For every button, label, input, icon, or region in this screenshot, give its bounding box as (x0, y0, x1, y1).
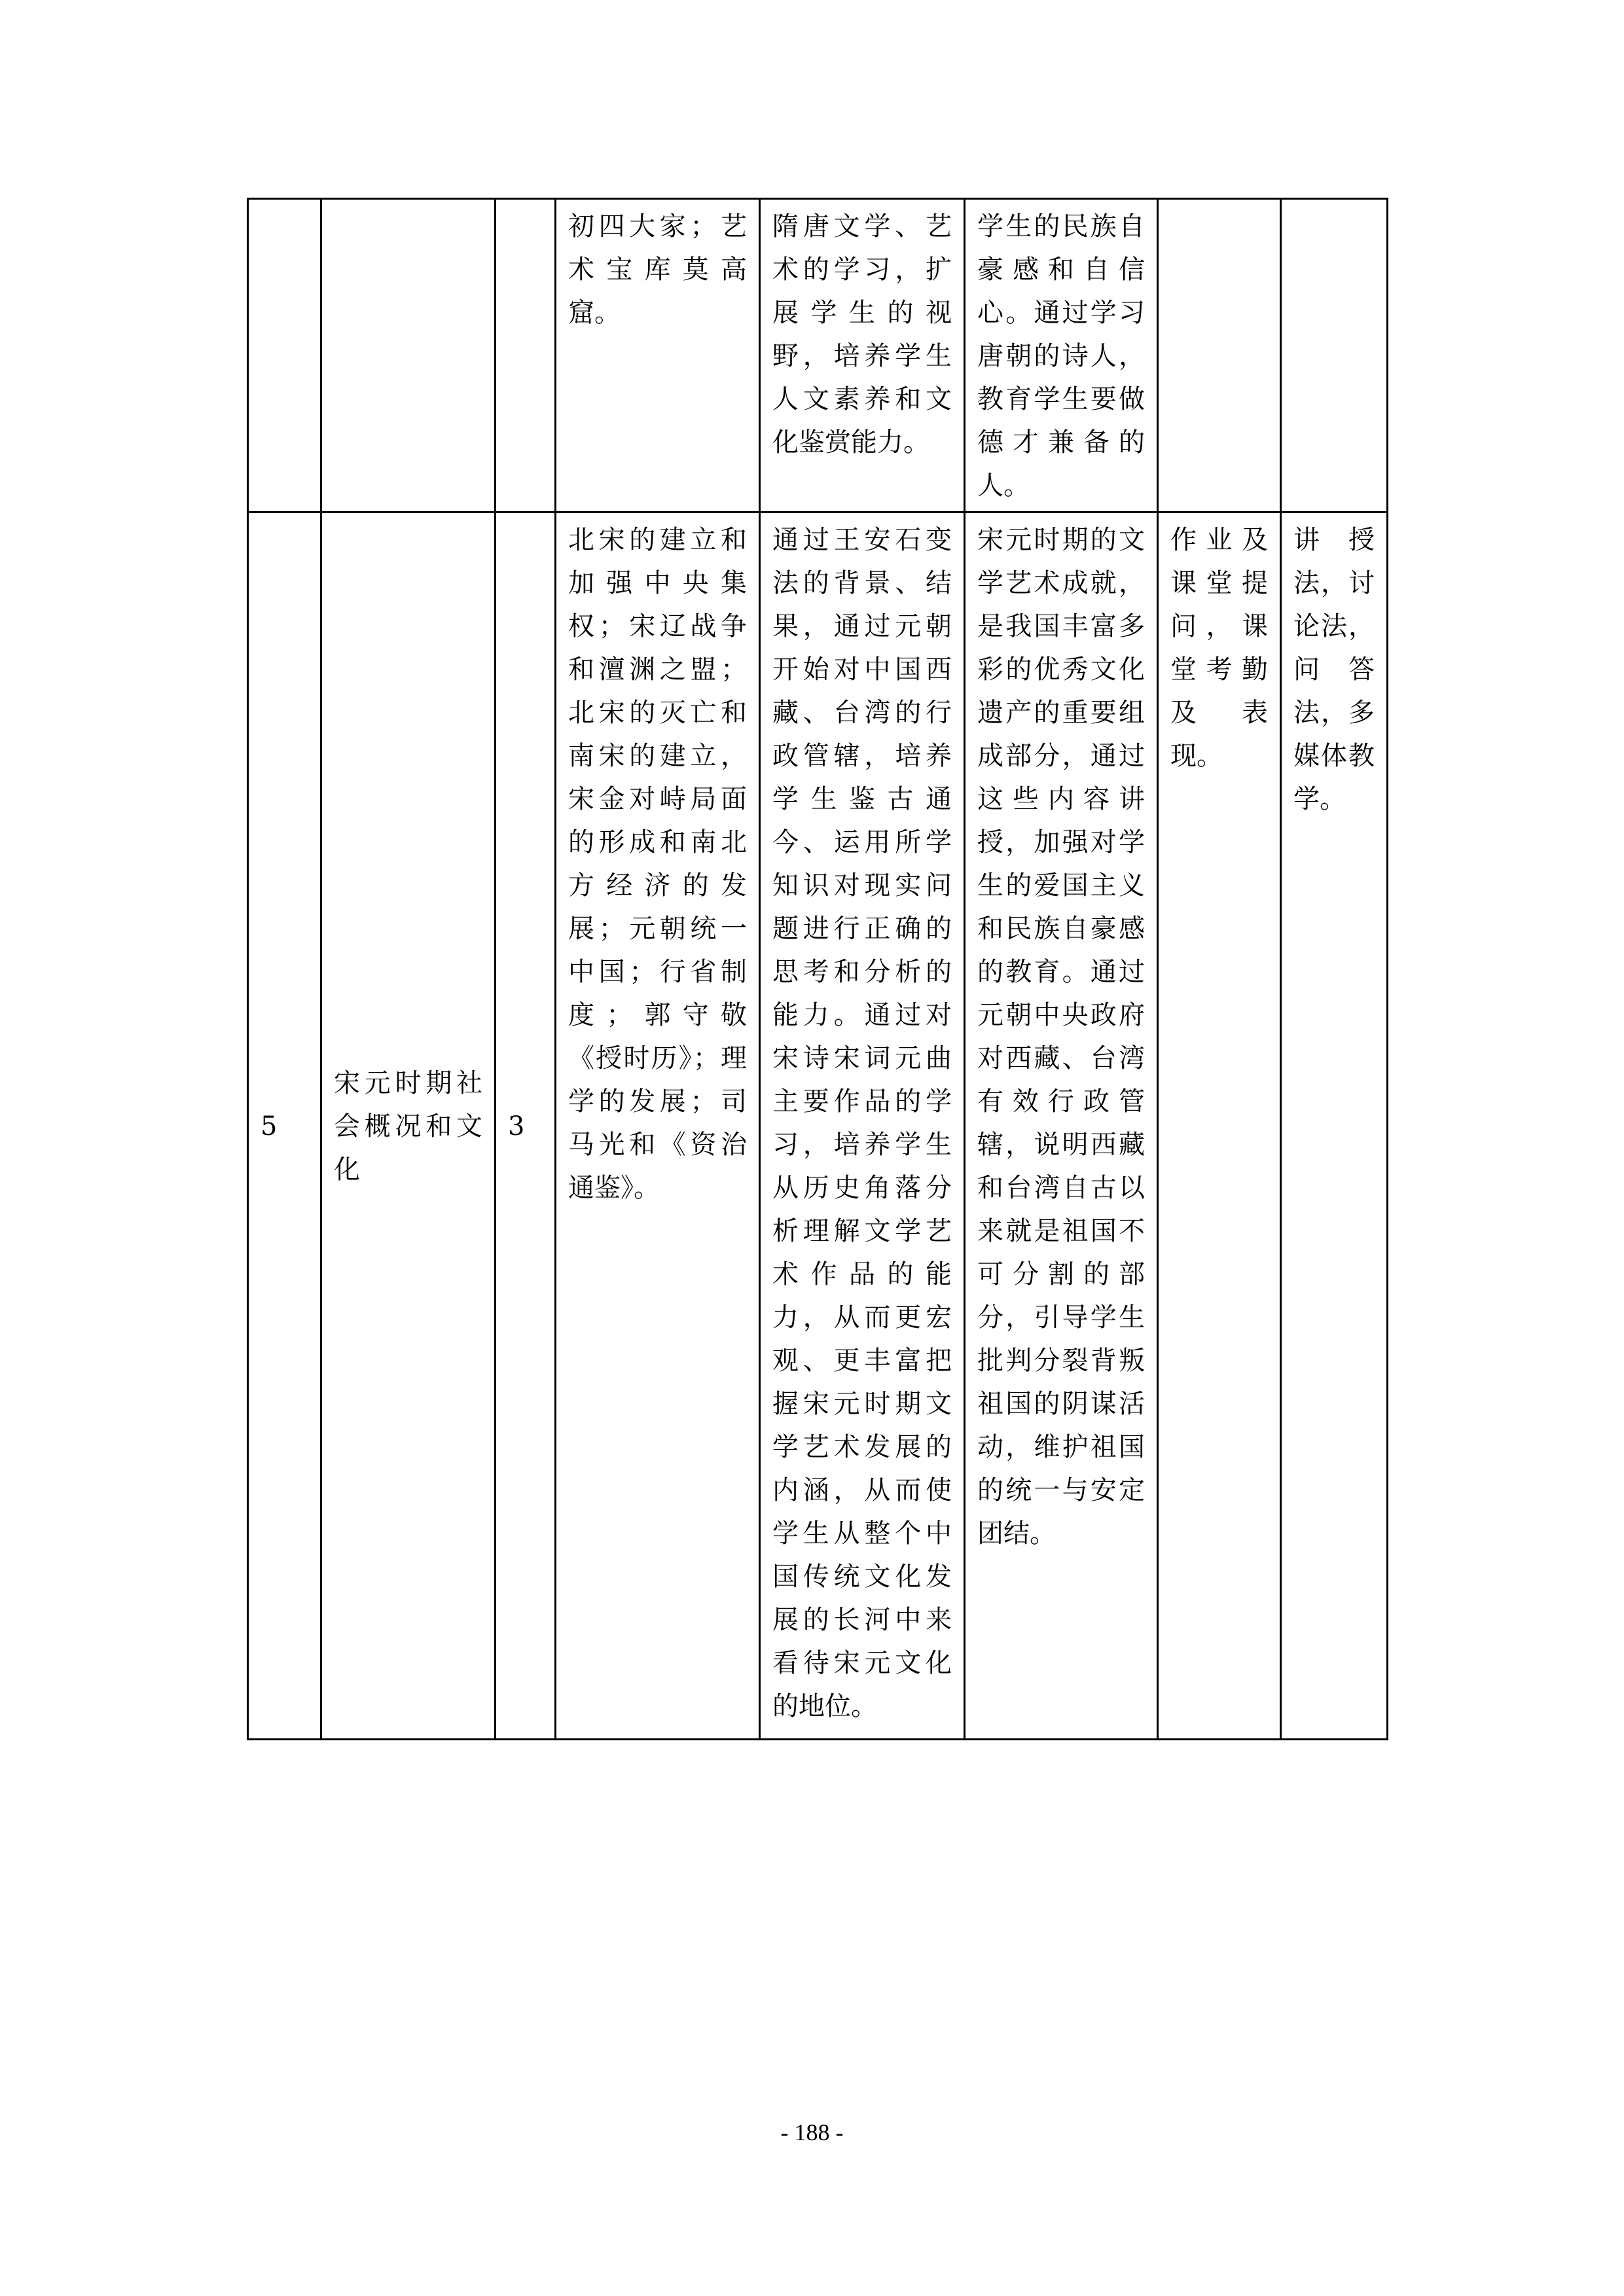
content-cell: 初四大家；艺术宝库莫高窟。 (556, 199, 760, 512)
index-cell: 5 (248, 512, 321, 1740)
goals-cell: 通过王安石变法的背景、结果，通过元朝开始对中国西藏、台湾的行政管辖，培养学生鉴古通今、运用所学知识对现实问题进行正确的思考和分析的能力。通过对宋诗宋词元曲主要作品的学习，培养学生从历史角落分析理解文学艺术作品的能力，从而更宏观、更丰富把握宋元时期文学艺术发展的内涵，从而使学生从整个中国传统文化发展的长河中来看待宋元文化的地位。 (760, 512, 965, 1740)
hours-cell (496, 199, 556, 512)
title-cell: 宋元时期社会概况和文化 (321, 512, 496, 1740)
index-cell (248, 199, 321, 512)
title-cell (321, 199, 496, 512)
goals-cell: 隋唐文学、艺术的学习，扩展学生的视野，培养学生人文素养和文化鉴赏能力。 (760, 199, 965, 512)
ideology-cell: 学生的民族自豪感和自信心。通过学习唐朝的诗人，教育学生要做德才兼备的人。 (965, 199, 1158, 512)
assessment-cell: 作业及课堂提问，课堂考勤及表现。 (1158, 512, 1281, 1740)
assessment-cell (1158, 199, 1281, 512)
page-number: - 188 - (780, 2119, 844, 2145)
methods-cell (1281, 199, 1388, 512)
table-row (248, 512, 1388, 1740)
methods-cell: 讲授法，讨论法，问答法，多媒体教学。 (1281, 512, 1388, 1740)
syllabus-table (247, 198, 1388, 1740)
hours-cell: 3 (496, 512, 556, 1740)
ideology-cell: 宋元时期的文学艺术成就，是我国丰富多彩的优秀文化遗产的重要组成部分，通过这些内容讲授，加强对学生的爱国主义和民族自豪感的教育。通过元朝中央政府对西藏、台湾有效行政管辖，说明西藏和台湾自古以来就是祖国不可分割的部分，引导学生批判分裂背叛祖国的阴谋活动，维护祖国的统一与安定团结。 (965, 512, 1158, 1740)
table-row (248, 199, 1388, 512)
content-cell: 北宋的建立和加强中央集权；宋辽战争和澶渊之盟；北宋的灭亡和南宋的建立，宋金对峙局面的形成和南北方经济的发展；元朝统一中国；行省制度；郭守敬《授时历》；理学的发展；司马光和《资治通鉴》。 (556, 512, 760, 1740)
